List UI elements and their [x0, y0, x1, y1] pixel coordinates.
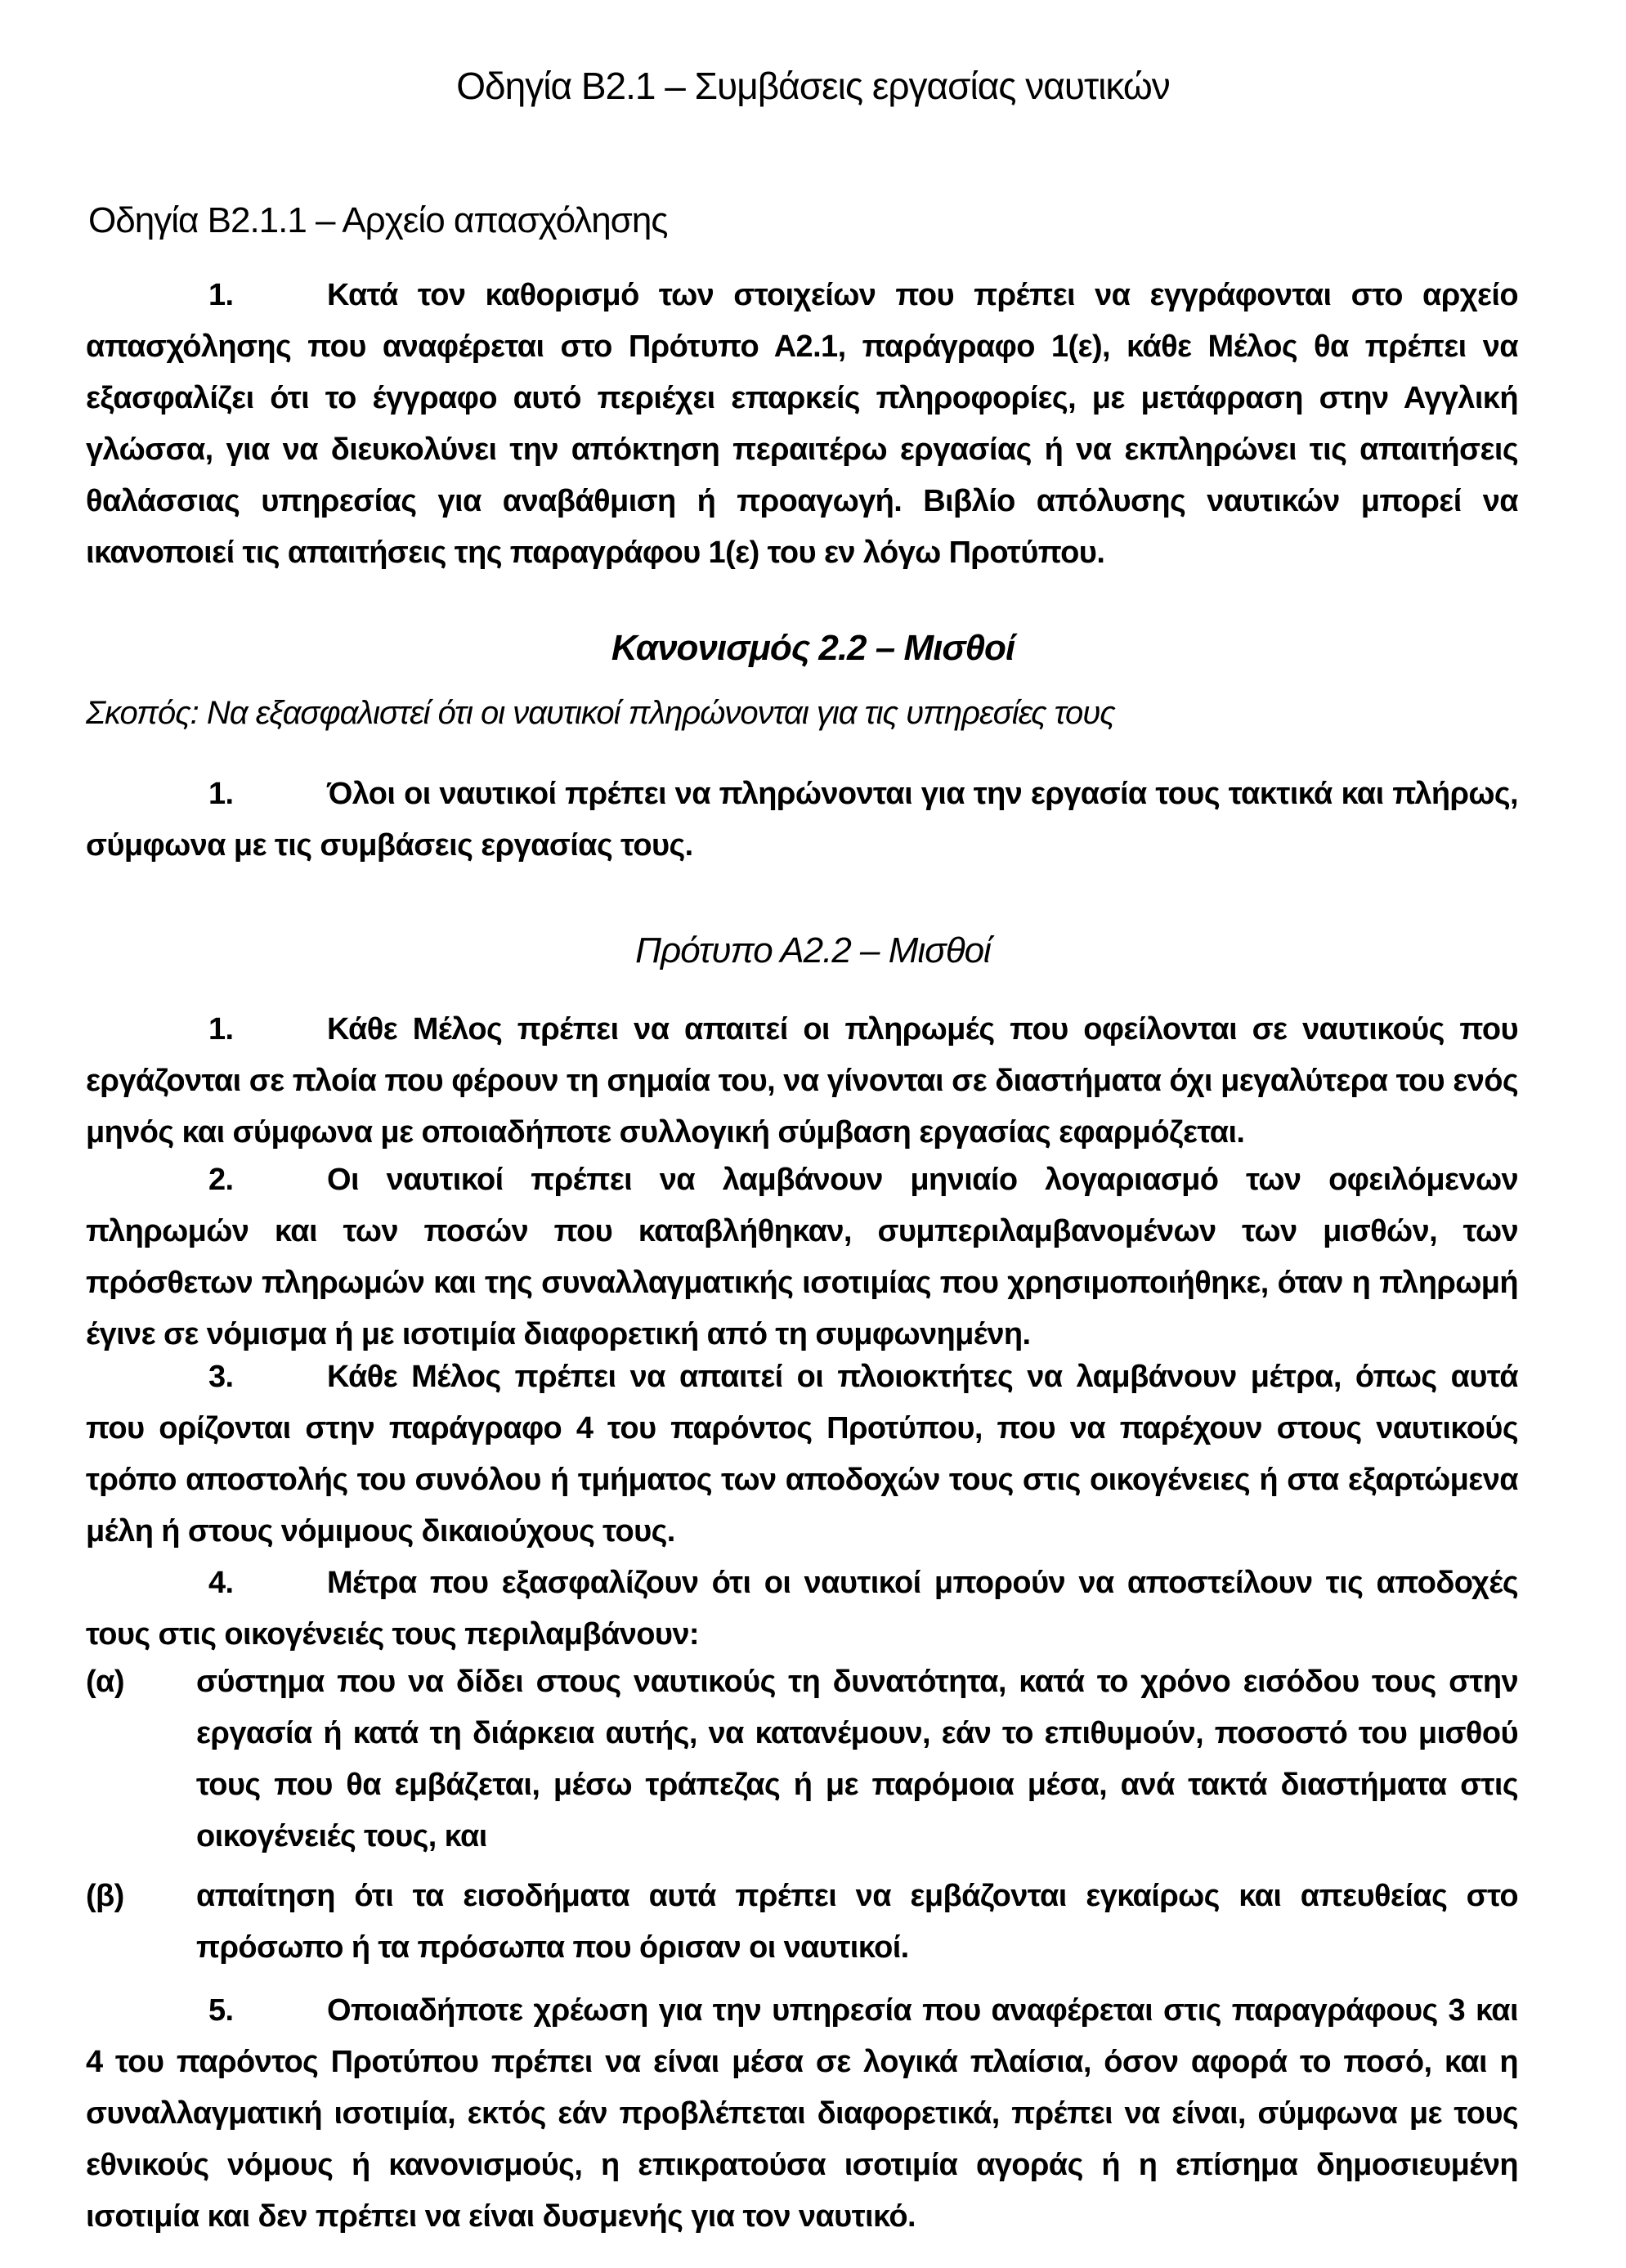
paragraph-text: Μέτρα που εξασφαλίζουν ότι οι ναυτικοί μπορούν να αποστείλουν τις αποδοχές τους στις οικογένειές τους περιλαμβάνουν: — [86, 1566, 1518, 1652]
standard-heading-text: Πρότυπο Α2.2 – Μισθοί — [635, 930, 991, 970]
sub-item-alpha — [86, 1656, 1518, 1862]
paragraph-number: 2. — [208, 1163, 234, 1197]
regulation-purpose — [86, 695, 1115, 732]
paragraph-number: 3. — [208, 1360, 234, 1394]
sub-item-text: απαίτηση ότι τα εισοδήματα αυτά πρέπει να εμβάζονται εγκαίρως και απευθείας στο πρόσωπο ή τα πρόσωπα που όρισαν οι ναυτικοί. — [196, 1879, 1518, 1965]
section-heading-b211 — [88, 200, 668, 241]
standard-heading — [0, 930, 1626, 971]
paragraph-number: 1. — [208, 1012, 234, 1047]
paragraph-number: 1. — [208, 278, 234, 312]
paragraph-text: Κατά τον καθορισμό των στοιχείων που πρέπει να εγγράφονται στο αρχείο απασχόλησης που αναφέρεται στο Πρότυπο Α2.1, παράγραφο 1(ε), κάθε Μέλος θα πρέπει να εξασφαλίζει ότι το έγγραφο αυτό περιέχει επαρκείς πληροφορίες, με μετάφραση στην Αγγλική γλώσσα, για να διευκολύνει την απόκτηση περαιτέρω εργασίας ή να εκπληρώνει τις απαιτήσεις θαλάσσιας υπηρεσίας για αναβάθμιση ή προαγωγή. Βιβλίο απόλυσης ναυτικών μπορεί να ικανοποιεί τις απαιτήσεις της παραγράφου 1(ε) του εν λόγω Προτύπου. — [86, 278, 1518, 570]
document-title-text: Οδηγία Β2.1 – Συμβάσεις εργασίας ναυτικών — [456, 65, 1170, 107]
paragraph-number: 4. — [208, 1566, 234, 1600]
paragraph-a22-5 — [86, 1985, 1518, 2243]
paragraph-reg22-1 — [86, 769, 1518, 872]
paragraph-a22-4 — [86, 1558, 1518, 1661]
regulation-heading-text: Κανονισμός 2.2 – Μισθοί — [611, 628, 1015, 668]
document-title — [0, 64, 1626, 108]
paragraph-a22-3 — [86, 1351, 1518, 1558]
section-heading-b211-text: Οδηγία Β2.1.1 – Αρχείο απασχόλησης — [88, 200, 668, 240]
paragraph-a22-1 — [86, 1004, 1518, 1159]
paragraph-b211-1 — [86, 270, 1518, 579]
paragraph-text: Οι ναυτικοί πρέπει να λαμβάνουν μηνιαίο λογαριασμό των οφειλόμενων πληρωμών και των ποσών που καταβλήθηκαν, συμπεριλαμβανομένων των μισθών, των πρόσθετων πληρωμών και της συναλλαγματικής ισοτιμίας που χρησιμοποιήθηκε, όταν η πληρωμή έγινε σε νόμισμα ή με ισοτιμία διαφορετική από τη συμφωνημένη. — [86, 1163, 1518, 1351]
paragraph-number: 5. — [208, 1993, 234, 2028]
paragraph-text: Κάθε Μέλος πρέπει να απαιτεί οι πλοιοκτήτες να λαμβάνουν μέτρα, όπως αυτά που ορίζονται στην παράγραφο 4 του παρόντος Προτύπου, που να παρέχουν στους ναυτικούς τρόπο αποστολής του συνόλου ή τμήματος των αποδοχών τους στις οικογένειες ή στα εξαρτώμενα μέλη ή στους νόμιμους δικαιούχους τους. — [86, 1360, 1518, 1549]
sub-item-label: (β) — [86, 1879, 124, 1913]
sub-item-beta — [86, 1871, 1518, 1974]
paragraph-a22-2 — [86, 1154, 1518, 1360]
sub-item-label: (α) — [86, 1665, 124, 1699]
paragraph-text: Όλοι οι ναυτικοί πρέπει να πληρώνονται για την εργασία τους τακτικά και πλήρως, σύμφωνα με τις συμβάσεις εργασίας τους. — [86, 777, 1518, 863]
paragraph-text: Οποιαδήποτε χρέωση για την υπηρεσία που αναφέρεται στις παραγράφους 3 και 4 του παρόντος Προτύπου πρέπει να είναι μέσα σε λογικά πλαίσια, όσον αφορά το ποσό, και η συναλλαγματική ισοτιμία, εκτός εάν προβλέπεται διαφορετικά, πρέπει να είναι, σύμφωνα με τους εθνικούς νόμους ή κανονισμούς, η επικρατούσα ισοτιμία αγοράς ή η επίσημα δημοσιευμένη ισοτιμία και δεν πρέπει να είναι δυσμενής για τον ναυτικό. — [86, 1993, 1518, 2234]
regulation-heading — [0, 628, 1626, 669]
regulation-purpose-text: Σκοπός: Να εξασφαλιστεί ότι οι ναυτικοί πληρώνονται για τις υπηρεσίες τους — [86, 695, 1115, 731]
paragraph-number: 1. — [208, 777, 234, 811]
sub-item-text: σύστημα που να δίδει στους ναυτικούς τη δυνατότητα, κατά το χρόνο εισόδου τους στην εργασία ή κατά τη διάρκεια αυτής, να κατανέμουν, εάν το επιθυμούν, ποσοστό του μισθού τους που θα εμβάζεται, μέσω τράπεζας ή με παρόμοια μέσα, ανά τακτά διαστήματα στις οικογένειές τους, και — [196, 1665, 1518, 1853]
paragraph-text: Κάθε Μέλος πρέπει να απαιτεί οι πληρωμές που οφείλονται σε ναυτικούς που εργάζονται σε πλοία που φέρουν τη σημαία του, να γίνονται σε διαστήματα όχι μεγαλύτερα του ενός μηνός και σύμφωνα με οποιαδήποτε συλλογική σύμβαση εργασίας εφαρμόζεται. — [86, 1012, 1518, 1150]
